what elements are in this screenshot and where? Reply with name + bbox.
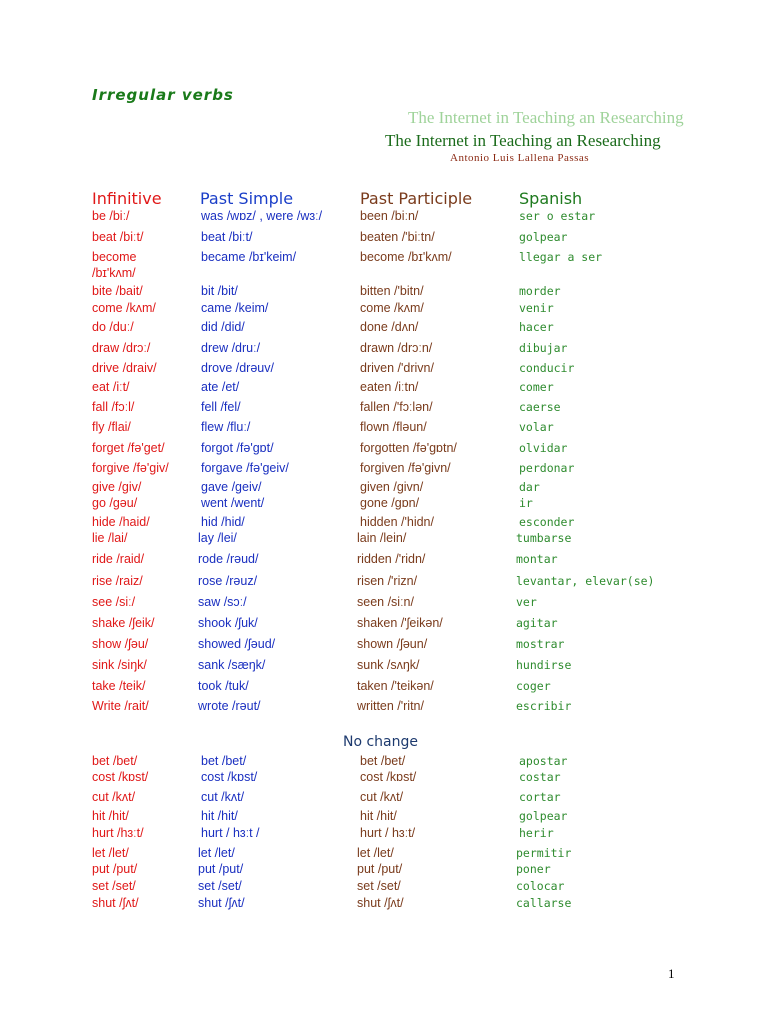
- verb-cell-infinitive: eat /iːt/: [92, 380, 130, 394]
- verb-cell-past-simple: took /tuk/: [198, 679, 249, 693]
- verb-cell-infinitive: beat /biːt/: [92, 230, 144, 244]
- verb-cell-spanish: volar: [519, 420, 554, 434]
- verb-cell-past-participle: put /put/: [357, 862, 403, 876]
- verb-cell-past-simple: gave /geiv/: [201, 480, 262, 494]
- verb-cell-past-participle: let /let/: [357, 846, 394, 860]
- verb-cell-past-participle: beaten /'biːtn/: [360, 230, 435, 244]
- verb-cell-past-simple: shut /ʃʌt/: [198, 896, 245, 910]
- verb-cell-spanish: comer: [519, 380, 554, 394]
- verb-cell-past-participle: written /'ritn/: [357, 699, 424, 713]
- verb-cell-spanish: escribir: [516, 699, 572, 713]
- verb-cell-infinitive: put /put/: [92, 862, 138, 876]
- verb-cell-infinitive: Write /rait/: [92, 699, 149, 713]
- verb-cell-past-participle: hidden /'hidn/: [360, 515, 434, 529]
- verb-cell-infinitive: drive /draiv/: [92, 361, 157, 375]
- section-title-no-change: No change: [343, 734, 419, 750]
- verb-cell-spanish: dar: [519, 480, 540, 494]
- verb-cell-past-simple: wrote /rəut/: [198, 699, 261, 713]
- verb-cell-past-participle: given /givn/: [360, 480, 424, 494]
- verb-cell-spanish: dibujar: [519, 341, 568, 355]
- verb-cell-past-simple: bet /bet/: [201, 754, 247, 768]
- header-title: The Internet in Teaching an Researching: [385, 131, 661, 150]
- verb-cell-past-participle: set /set/: [357, 879, 401, 893]
- verb-cell-past-simple: showed /ʃəud/: [198, 637, 276, 651]
- verb-cell-spanish: herir: [519, 826, 554, 840]
- verb-cell-past-simple: hid /hid/: [201, 515, 245, 529]
- verb-cell-infinitive: hurt /hɜːt/: [92, 826, 144, 840]
- verb-cell-past-simple: shook /ʃuk/: [198, 616, 258, 630]
- verb-cell-past-participle: sunk /sʌŋk/: [357, 658, 420, 672]
- verb-cell-infinitive: become: [92, 250, 137, 264]
- verb-cell-infinitive: lie /lai/: [92, 531, 128, 545]
- verb-cell-past-simple: went /went/: [201, 496, 265, 510]
- verb-cell-spanish: llegar a ser: [519, 250, 603, 264]
- verb-cell-past-participle: shown /ʃəun/: [357, 637, 428, 651]
- verb-cell-past-participle: been /biːn/: [360, 209, 419, 223]
- verb-cell-past-participle: forgiven /fə'givn/: [360, 461, 451, 475]
- verb-cell-infinitive: forget /fə'get/: [92, 441, 165, 455]
- verb-cell-past-simple: rode /rəud/: [198, 552, 259, 566]
- verb-cell-past-participle: ridden /'ridn/: [357, 552, 426, 566]
- verb-cell-spanish: hacer: [519, 320, 554, 334]
- document-title: Irregular verbs: [92, 86, 234, 104]
- verb-cell-past-participle: shut /ʃʌt/: [357, 896, 404, 910]
- verb-cell-past-participle: hit /hit/: [360, 809, 397, 823]
- verb-cell-past-participle: eaten /iːtn/: [360, 380, 419, 394]
- verb-cell-spanish: golpear: [519, 230, 568, 244]
- verb-cell-infinitive: give /giv/: [92, 480, 142, 494]
- verb-cell-infinitive: rise /raiz/: [92, 574, 143, 588]
- verb-cell-past-simple: drew /druː/: [201, 341, 261, 355]
- verb-cell-past-simple: sank /sæŋk/: [198, 658, 266, 672]
- verb-cell-spanish: conducir: [519, 361, 575, 375]
- verb-cell-infinitive: hit /hit/: [92, 809, 129, 823]
- verb-cell-past-participle: gone /gɒn/: [360, 496, 420, 510]
- verb-cell-past-participle: drawn /drɔːn/: [360, 341, 433, 355]
- verb-cell-past-participle: cost /kɒst/: [360, 770, 417, 784]
- verb-cell-past-participle: done /dʌn/: [360, 320, 419, 334]
- verb-cell-past-participle: forgotten /fə'gɒtn/: [360, 441, 457, 455]
- verb-cell-past-simple: cost /kɒst/: [201, 770, 258, 784]
- verb-cell-infinitive: show /ʃəu/: [92, 637, 149, 651]
- verb-cell-past-simple: rose /rəuz/: [198, 574, 258, 588]
- verb-cell-past-simple: ate /et/: [201, 380, 240, 394]
- verb-cell-spanish: permitir: [516, 846, 572, 860]
- header-author: Antonio Luis Lallena Passas: [450, 152, 590, 164]
- verb-cell-infinitive: set /set/: [92, 879, 136, 893]
- verb-cell-spanish: apostar: [519, 754, 568, 768]
- verb-cell-past-simple: set /set/: [198, 879, 242, 893]
- verb-cell-past-simple: forgot /fə'gɒt/: [201, 441, 274, 455]
- verb-cell-spanish: costar: [519, 770, 561, 784]
- verb-cell-infinitive: bet /bet/: [92, 754, 138, 768]
- verb-cell-infinitive: ride /raid/: [92, 552, 145, 566]
- verb-cell-past-simple: forgave /fə'geiv/: [201, 461, 289, 475]
- verb-cell-infinitive: shake /ʃeik/: [92, 616, 155, 630]
- verb-cell-spanish: venir: [519, 301, 554, 315]
- page-number: 1: [668, 966, 675, 981]
- column-header-infinitive: Infinitive: [92, 189, 162, 208]
- verb-cell-infinitive: fly /flai/: [92, 420, 131, 434]
- verb-cell-past-simple: drove /drəuv/: [201, 361, 274, 375]
- verb-cell-spanish: ver: [516, 595, 537, 609]
- verb-cell-spanish: esconder: [519, 515, 575, 529]
- verb-cell-past-participle: bet /bet/: [360, 754, 406, 768]
- verb-cell-infinitive: see /siː/: [92, 595, 136, 609]
- verb-cell-spanish: colocar: [516, 879, 565, 893]
- verb-cell-infinitive: fall /fɔːl/: [92, 400, 135, 414]
- verb-cell-past-participle: fallen /'fɔːlən/: [360, 400, 433, 414]
- verb-cell-past-participle: cut /kʌt/: [360, 790, 404, 804]
- verb-cell-infinitive: take /teik/: [92, 679, 146, 693]
- verb-cell-infinitive: go /gəu/: [92, 496, 138, 510]
- verb-cell-infinitive: be /biː/: [92, 209, 130, 223]
- verb-cell-spanish: coger: [516, 679, 551, 693]
- verb-cell-infinitive: hide /haid/: [92, 515, 150, 529]
- verb-cell-past-simple: was /wɒz/ , were /wɜː/: [201, 209, 323, 223]
- verb-cell-infinitive: cut /kʌt/: [92, 790, 136, 804]
- verb-cell-past-simple: flew /fluː/: [201, 420, 251, 434]
- verb-cell-infinitive: cost /kɒst/: [92, 770, 149, 784]
- verb-cell-past-simple: did /did/: [201, 320, 245, 334]
- verb-cell-past-participle: flown /fləun/: [360, 420, 427, 434]
- verb-cell-infinitive: come /kʌm/: [92, 301, 156, 315]
- verb-cell-past-simple: hit /hit/: [201, 809, 238, 823]
- verb-cell-past-participle: bitten /'bitn/: [360, 284, 424, 298]
- verb-cell-past-simple: lay /lei/: [198, 531, 237, 545]
- verb-cell-past-simple: became /bɪ'keim/: [201, 250, 297, 264]
- column-header-past-participle: Past Participle: [360, 189, 473, 208]
- verb-cell-spanish: callarse: [516, 896, 572, 910]
- verb-cell-infinitive: do /duː/: [92, 320, 134, 334]
- verb-cell-past-participle: hurt / hɜːt/: [360, 826, 416, 840]
- verb-cell-past-participle: come /kʌm/: [360, 301, 424, 315]
- verb-cell-spanish: tumbarse: [516, 531, 572, 545]
- verb-cell-spanish: ir: [519, 496, 533, 510]
- verb-cell-infinitive: forgive /fə'giv/: [92, 461, 169, 475]
- verb-cell-infinitive: let /let/: [92, 846, 129, 860]
- verb-cell-past-simple: came /keim/: [201, 301, 269, 315]
- verb-cell-infinitive: shut /ʃʌt/: [92, 896, 139, 910]
- verb-cell-past-simple: cut /kʌt/: [201, 790, 245, 804]
- verb-cell-spanish: montar: [516, 552, 558, 566]
- verb-cell-spanish: caerse: [519, 400, 561, 414]
- verb-cell-infinitive: /bɪ'kʌm/: [92, 266, 136, 280]
- column-header-past-simple: Past Simple: [200, 189, 294, 208]
- verb-cell-spanish: poner: [516, 862, 551, 876]
- verb-cell-past-participle: driven /'drivn/: [360, 361, 434, 375]
- verb-cell-spanish: ser o estar: [519, 209, 596, 223]
- verb-cell-spanish: olvidar: [519, 441, 568, 455]
- verb-cell-past-participle: taken /'teikən/: [357, 679, 434, 693]
- verb-cell-spanish: agitar: [516, 616, 558, 630]
- verb-cell-past-participle: shaken /'ʃeikən/: [357, 616, 443, 630]
- verb-cell-past-simple: let /let/: [198, 846, 235, 860]
- column-header-spanish: Spanish: [519, 189, 583, 208]
- verb-cell-past-participle: become /bɪ'kʌm/: [360, 250, 452, 264]
- verb-cell-spanish: cortar: [519, 790, 561, 804]
- verb-cell-past-participle: lain /lein/: [357, 531, 407, 545]
- verb-cell-past-simple: saw /sɔː/: [198, 595, 247, 609]
- verb-cell-past-participle: seen /siːn/: [357, 595, 414, 609]
- verb-cell-past-simple: bit /bit/: [201, 284, 238, 298]
- header-ghost-text: The Internet in Teaching an Researching: [408, 108, 684, 127]
- verb-cell-infinitive: bite /bait/: [92, 284, 143, 298]
- verb-cell-past-simple: fell /fel/: [201, 400, 241, 414]
- verb-cell-past-simple: beat /biːt/: [201, 230, 253, 244]
- verb-cell-spanish: hundirse: [516, 658, 572, 672]
- verb-cell-past-participle: risen /'rizn/: [357, 574, 418, 588]
- verb-cell-past-simple: put /put/: [198, 862, 244, 876]
- verb-cell-spanish: mostrar: [516, 637, 565, 651]
- verb-cell-spanish: golpear: [519, 809, 568, 823]
- verb-cell-spanish: levantar, elevar(se): [516, 574, 655, 588]
- verb-cell-past-simple: hurt / hɜːt /: [201, 826, 260, 840]
- verb-cell-spanish: morder: [519, 284, 561, 298]
- verb-cell-infinitive: sink /siŋk/: [92, 658, 147, 672]
- verb-cell-infinitive: draw /drɔː/: [92, 341, 151, 355]
- verb-cell-spanish: perdonar: [519, 461, 575, 475]
